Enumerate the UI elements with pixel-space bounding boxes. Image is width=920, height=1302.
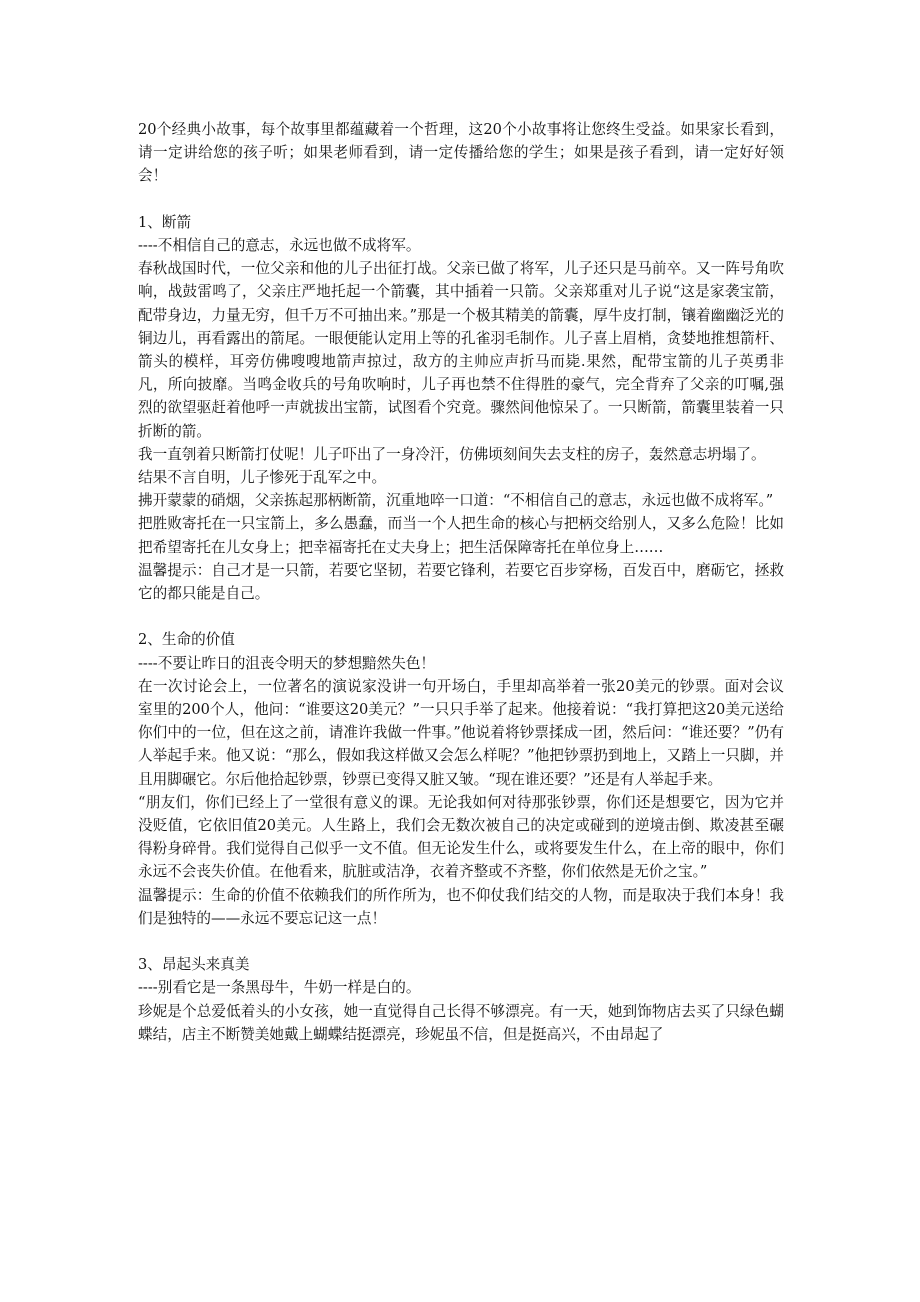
story-1-paragraph: 结果不言自明，儿子惨死于乱军之中。 (138, 469, 387, 487)
spacer (138, 188, 784, 211)
story-2-motto: ----不要让昨日的沮丧令明天的梦想黯然失色！ (138, 654, 436, 672)
story-1-paragraph: 拂开蒙蒙的硝烟，父亲拣起那柄断箭，沉重地啐一口道：“不相信自己的意志，永远也做不成将军。” (138, 492, 774, 510)
story-2-paragraph: 在一次讨论会上，一位著名的演说家没讲一句开场白，手里却高举着一张20美元的钞票。面对会议室里的200个人，他问：“谁要这20美元？”一只只手举了起来。他接着说：“我打算把这20美元送给你们中的一位，但在这之前，请准许我做一件事。”他说着将钞票揉成一团，然后问：“谁还要？”仍有人举起手来。他又说：“那么，假如我这样做又会怎么样呢？”他把钞票扔到地上，又踏上一只脚，并且用脚碾它。尔后他拾起钞票，钞票已变得又脏又皱。“现在谁还要？”还是有人举起手来。 (138, 677, 784, 788)
story-1-paragraph: 把胜败寄托在一只宝箭上，多么愚蠢，而当一个人把生命的核心与把柄交给别人，又多么危险！比如把希望寄托在儿女身上；把幸福寄托在丈夫身上；把生活保障寄托在单位身上…… (138, 515, 784, 556)
story-2-tip: 温馨提示：生命的价值不依赖我们的所作所为，也不仰仗我们结交的人物，而是取决于我们本身！我们是独特的——永远不要忘记这一点！ (138, 886, 784, 927)
story-3-paragraph: 珍妮是个总爱低着头的小女孩，她一直觉得自己长得不够漂亮。有一天，她到饰物店去买了只绿色蝴蝶结，店主不断赞美她戴上蝴蝶结挺漂亮，珍妮虽不信，但是挺高兴，不由昂起了 (138, 1002, 784, 1043)
spacer (138, 930, 784, 953)
story-2-paragraph: “朋友们，你们已经上了一堂很有意义的课。无论我如何对待那张钞票，你们还是想要它，因为它并没贬值，它依旧值20美元。人生路上，我们会无数次被自己的决定或碰到的逆境击倒、欺凌甚至碾得粉身碎骨。我们觉得自己似乎一文不值。但无论发生什么，或将要发生什么，在上帝的眼中，你们永远不会丧失价值。在他看来，肮脏或洁净，衣着齐整或不齐整，你们依然是无价之宝。” (138, 793, 784, 881)
story-3-motto: ----别看它是一条黑母牛，牛奶一样是白的。 (138, 979, 421, 997)
spacer (138, 605, 784, 628)
story-1-paragraph: 春秋战国时代，一位父亲和他的儿子出征打战。父亲已做了将军，儿子还只是马前卒。又一阵号角吹响，战鼓雷鸣了，父亲庄严地托起一个箭囊，其中插着一只箭。父亲郑重对儿子说“这是家袭宝箭，配带身边，力量无穷，但千万不可抽出来。”那是一个极其精美的箭囊，厚牛皮打制，镶着幽幽泛光的铜边儿，再看露出的箭尾。一眼便能认定用上等的孔雀羽毛制作。儿子喜上眉梢，贪婪地推想箭杆、箭头的模样，耳旁仿佛嗖嗖地箭声掠过，敌方的主帅应声折马而毙.果然，配带宝箭的儿子英勇非凡，所向披靡。当鸣金收兵的号角吹响时，儿子再也禁不住得胜的豪气，完全背弃了父亲的叮嘱,强烈的欲望驱赶着他呼一声就拔出宝箭，试图看个究竟。骤然间他惊呆了。一只断箭，箭囊里装着一只折断的箭。 (138, 260, 784, 440)
story-1-title: 1、断箭 (138, 213, 192, 231)
story-1-tip: 温馨提示：自己才是一只箭，若要它坚韧，若要它锋利，若要它百步穿杨，百发百中，磨砺它，拯救它的都只能是自己。 (138, 561, 784, 603)
story-1-paragraph: 我一直刳着只断箭打仗呢！儿子吓出了一身冷汗，仿佛顷刻间失去支柱的房子，轰然意志坍塌了。 (138, 445, 766, 463)
document-page (138, 118, 784, 1046)
story-3-title: 3、昂起头来真美 (138, 956, 250, 974)
story-1-motto: ----不相信自己的意志，永远也做不成将军。 (138, 237, 421, 254)
intro-paragraph: 20个经典小故事，每个故事里都蕴藏着一个哲理，这20个小故事将让您终生受益。如果家长看到，请一定讲给您的孩子听；如果老师看到，请一定传播给您的学生；如果是孩子看到，请一定好好领会！ (138, 121, 784, 185)
story-2-title: 2、生命的价值 (138, 631, 235, 649)
